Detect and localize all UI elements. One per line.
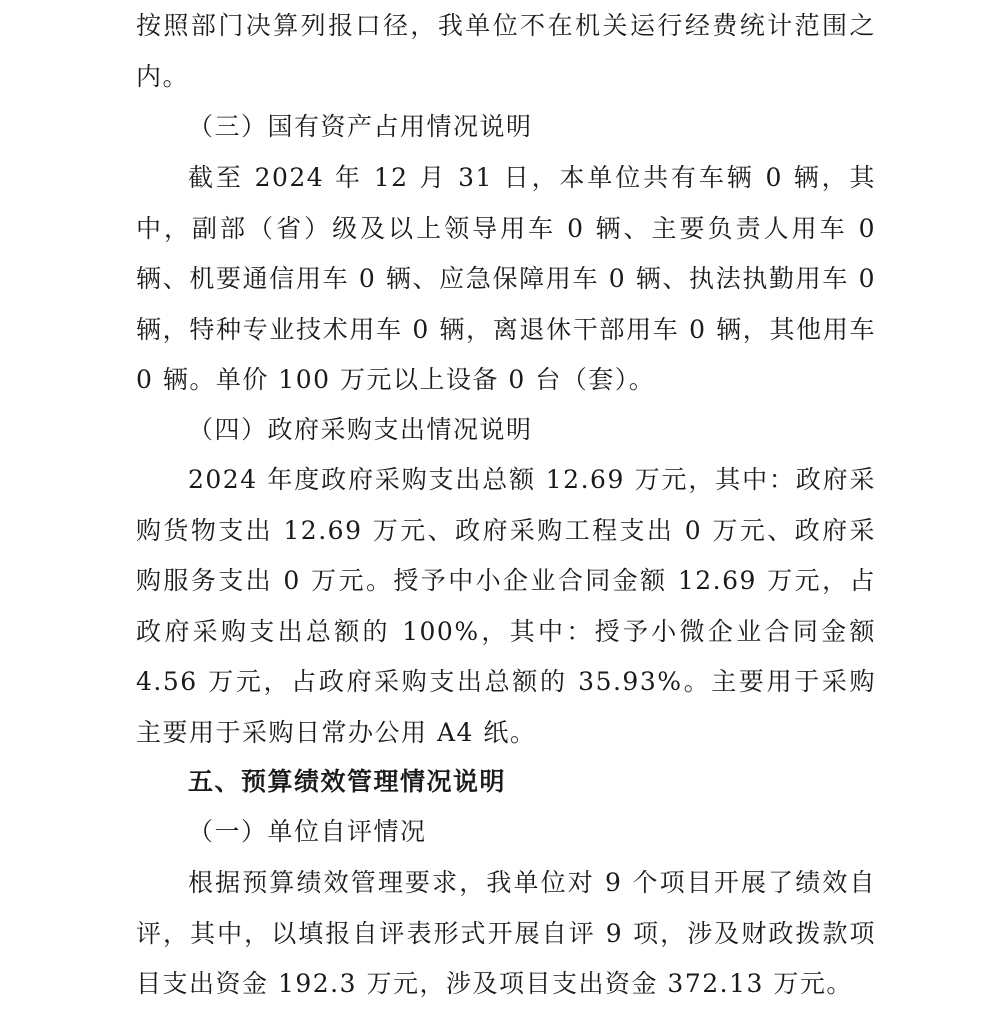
heading-government-procurement: （四）政府采购支出情况说明 <box>188 415 533 444</box>
paragraph-government-procurement: 2024 年度政府采购支出总额 12.69 万元，其中：政府采购货物支出 12.69 万元、政府采购工程支出 0 万元、政府采购服务支出 0 万元。授予中小企业合同金额 12.69 万元，占政府采购支出总额的 100%，其中：授予小微企业合同金额 4.56 万元，占政府采购支出总额的 35.93%。主要用于采购主要用于采购日常办公用 A4 纸。 <box>136 465 876 747</box>
paragraph-self-evaluation: 根据预算绩效管理要求，我单位对 9 个项目开展了绩效自评，其中，以填报自评表形式开展自评 9 项，涉及财政拨款项目支出资金 192.3 万元，涉及项目支出资金 372.13 万元。 <box>136 868 876 998</box>
heading-state-assets: （三）国有资产占用情况说明 <box>188 112 533 141</box>
heading-self-evaluation: （一）单位自评情况 <box>188 817 427 846</box>
heading-section-five: 五、预算绩效管理情况说明 <box>188 767 507 796</box>
paragraph-admin-expenses: 按照部门决算列报口径，我单位不在机关运行经费统计范围之内。 <box>136 11 876 91</box>
paragraph-state-assets: 截至 2024 年 12 月 31 日，本单位共有车辆 0 辆，其中，副部（省）级及以上领导用车 0 辆、主要负责人用车 0 辆、机要通信用车 0 辆、应急保障用车 0 辆、执法执勤用车 0 辆，特种专业技术用车 0 辆，离退休干部用车 0 辆，其他用车 0 辆。单价 100 万元以上设备 0 台（套）。 <box>136 163 876 394</box>
